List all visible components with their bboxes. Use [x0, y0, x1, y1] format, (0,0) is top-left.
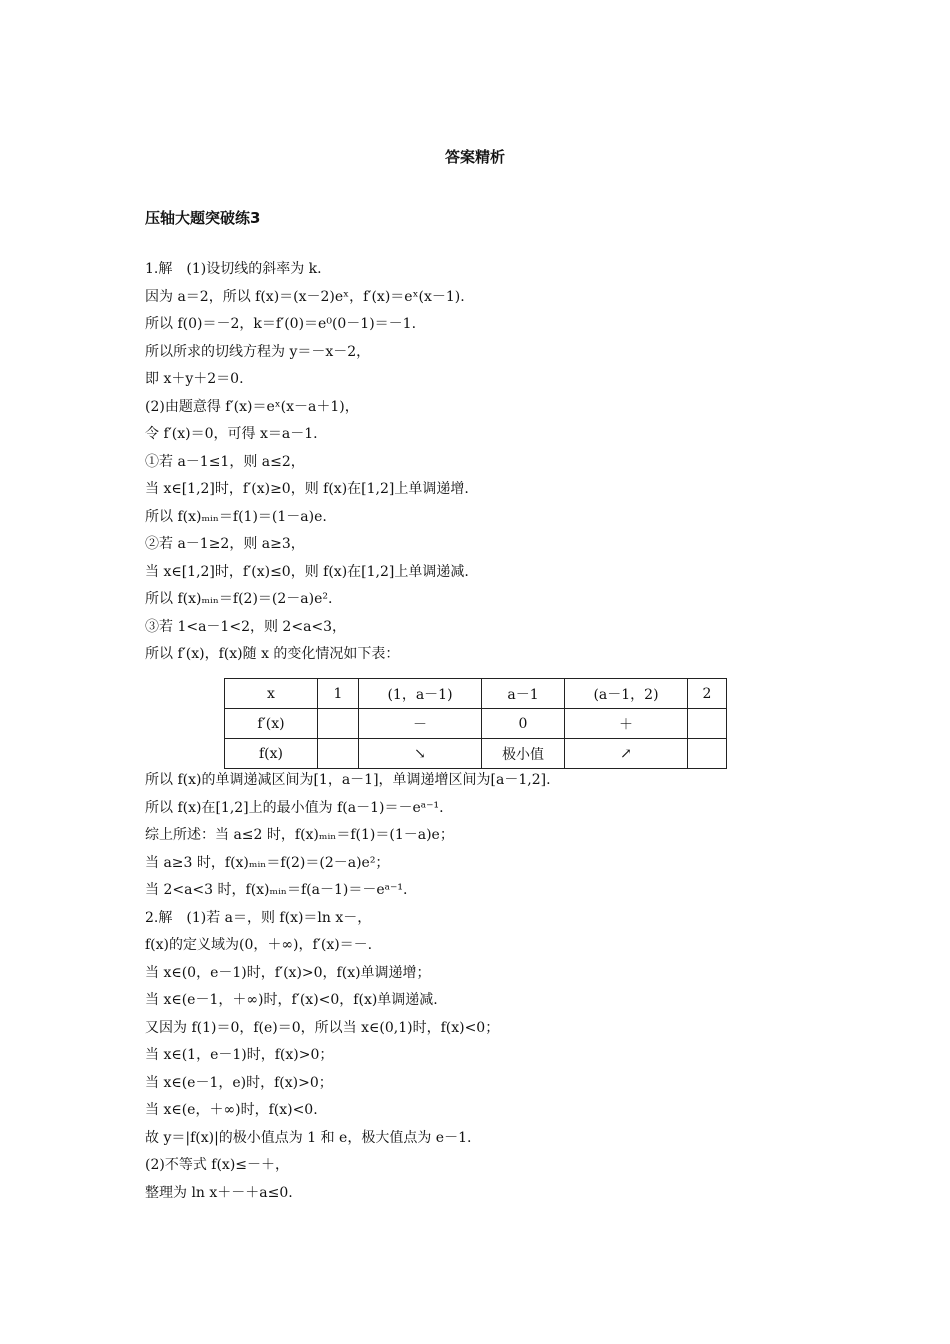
table-cell: ↗: [565, 739, 688, 769]
table-cell: x: [225, 679, 318, 709]
text-line: 即 x＋y＋2＝0.: [145, 371, 244, 387]
table-cell: 1: [318, 679, 359, 709]
page-title: 答案精析: [444, 148, 505, 166]
text-line: 所以 f(x)在[1,2]上的最小值为 f(a－1)＝－eᵃ⁻¹.: [145, 799, 444, 816]
table-cell: [318, 739, 359, 769]
table-row-x: [225, 679, 727, 709]
text-line: 当 a≥3 时，f(x)ₘᵢₙ＝f(2)＝(2－a)e²；: [145, 854, 390, 871]
text-line: ①若 a－1≤1，则 a≤2，: [145, 453, 305, 470]
table-cell: (a－1，2): [565, 679, 688, 709]
text-line: 所以所求的切线方程为 y＝－x－2，: [145, 343, 371, 360]
table-cell: a－1: [482, 679, 565, 709]
table-cell: f(x): [225, 739, 318, 769]
text-line: 整理为 ln x＋－＋a≤0.: [145, 1184, 293, 1201]
text-line: 又因为 f(1)＝0，f(e)＝0，所以当 x∈(0,1)时，f(x)<0；: [145, 1019, 500, 1036]
text-line: 所以 f(x)ₘᵢₙ＝f(1)＝(1－a)e.: [145, 508, 327, 525]
table-cell: [688, 739, 727, 769]
table-row-f: [225, 739, 727, 769]
text-line: 当 x∈[1,2]时，f′(x)≥0，则 f(x)在[1,2]上单调递增.: [145, 481, 469, 497]
solution-text-part-1: [145, 256, 805, 669]
table-cell: f′(x): [225, 709, 318, 739]
section-title: 压轴大题突破练3: [145, 209, 261, 227]
text-line: ②若 a－1≥2，则 a≥3，: [145, 536, 305, 552]
table-cell: ↘: [359, 739, 482, 769]
text-line: 综上所述：当 a≤2 时，f(x)ₘᵢₙ＝f(1)＝(1－a)e；: [145, 827, 454, 843]
text-line: 1.解 (1)设切线的斜率为 k.: [145, 261, 322, 277]
text-line: 故 y＝|f(x)|的极小值点为 1 和 e，极大值点为 e－1.: [145, 1129, 472, 1146]
text-line: 当 x∈(e－1，＋∞)时，f′(x)<0，f(x)单调递减.: [145, 992, 438, 1008]
text-line: 当 x∈(e－1，e)时，f(x)>0；: [145, 1074, 333, 1091]
text-line: 所以 f′(x)，f(x)随 x 的变化情况如下表：: [145, 646, 400, 662]
text-line: 因为 a＝2，所以 f(x)＝(x－2)eˣ，f′(x)＝eˣ(x－1).: [145, 288, 465, 305]
table-row-fprime: [225, 709, 727, 739]
text-line: 令 f′(x)＝0，可得 x＝a－1.: [145, 426, 318, 442]
text-line: (2)由题意得 f′(x)＝eˣ(x－a＋1)，: [145, 398, 359, 415]
table-cell: 2: [688, 679, 727, 709]
text-line: 当 x∈(1，e－1)时，f(x)>0；: [145, 1047, 334, 1063]
table-cell: (1，a－1): [359, 679, 482, 709]
table-cell: 0: [482, 709, 565, 739]
text-line: 当 x∈(e，＋∞)时，f(x)<0.: [145, 1102, 318, 1118]
table-cell: －: [359, 709, 482, 739]
text-line: (2)不等式 f(x)≤－＋，: [145, 1157, 290, 1173]
solution-text-part-2: [145, 767, 805, 1207]
text-line: 所以 f(x)ₘᵢₙ＝f(2)＝(2－a)e².: [145, 591, 333, 607]
text-line: ③若 1<a－1<2，则 2<a<3，: [145, 618, 347, 635]
table-cell: ＋: [565, 709, 688, 739]
text-line: 所以 f(0)＝－2，k＝f′(0)＝e⁰(0－1)＝－1.: [145, 316, 417, 332]
text-line: 所以 f(x)的单调递减区间为[1，a－1]，单调递增区间为[a－1,2].: [145, 772, 551, 788]
table-cell: 极小值: [482, 739, 565, 769]
text-line: 当 x∈[1,2]时，f′(x)≤0，则 f(x)在[1,2]上单调递减.: [145, 563, 469, 580]
text-line: 当 x∈(0，e－1)时，f′(x)>0，f(x)单调递增；: [145, 964, 431, 981]
text-line: f(x)的定义域为(0，＋∞)，f′(x)＝－.: [145, 937, 373, 953]
table-cell: [318, 709, 359, 739]
table-cell: [688, 709, 727, 739]
text-line: 2.解 (1)若 a＝，则 f(x)＝ln x－，: [145, 909, 372, 926]
text-line: 当 2<a<3 时，f(x)ₘᵢₙ＝f(a－1)＝－eᵃ⁻¹.: [145, 882, 408, 898]
variation-table: [224, 678, 727, 769]
